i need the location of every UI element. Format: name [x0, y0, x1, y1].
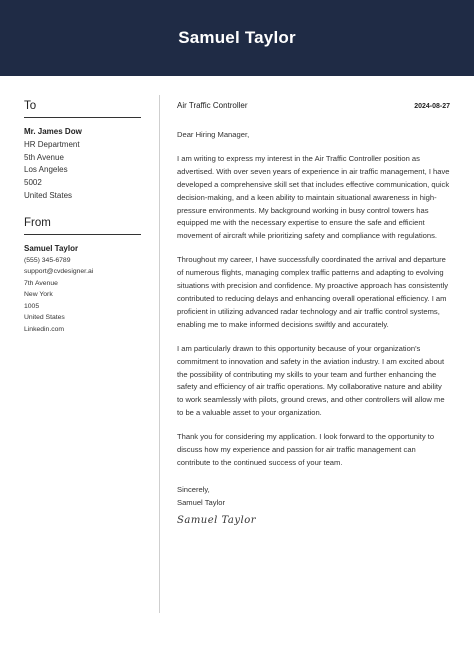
applicant-name-heading: Samuel Taylor: [178, 28, 296, 47]
sidebar: [24, 100, 141, 335]
letter-topline: [177, 100, 450, 112]
sender-street: 7th Avenue: [24, 279, 58, 287]
sender-block: [24, 243, 141, 336]
letter-date: 2024-08-27: [414, 103, 450, 110]
greeting: Dear Hiring Manager,: [177, 130, 250, 139]
closing-name: Samuel Taylor: [177, 497, 225, 507]
paragraph-thanks: Thank you for considering my application. I look forward to the opportunity to discuss how my experience and passion for air traffic management can contribute to the continued success of your team.: [177, 432, 435, 467]
to-section-title: To: [24, 100, 141, 118]
from-section-title: From: [24, 217, 141, 235]
sender-phone: (555) 345-6789: [24, 256, 71, 264]
sender-email: support@cvdesigner.ai: [24, 268, 94, 276]
sender-name: Samuel Taylor: [24, 243, 79, 253]
recipient-postcode: 5002: [24, 178, 42, 188]
signature: Samuel Taylor: [177, 514, 257, 526]
sender-postcode: 1005: [24, 302, 40, 310]
recipient-street: 5th Avenue: [24, 152, 64, 162]
sender-city: New York: [24, 291, 53, 299]
sender-country: United States: [24, 314, 65, 322]
recipient-name: Mr. James Dow: [24, 127, 82, 136]
position-title: Air Traffic Controller: [177, 101, 248, 110]
recipient-country: United States: [24, 190, 73, 200]
recipient-block: [24, 126, 141, 203]
paragraph-experience: Throughout my career, I have successfully coordinated the arrival and departure of numerous flights, managing complex traffic patterns and adapting to evolving situations with precision and confidence. My proactive approach has consistently contributed to reducing delays and enhancing overall operational efficiency. I am proficient in utilizing advanced radar technology and air traffic control systems, enabling me to make informed decisions swiftly and accurately.: [177, 255, 448, 329]
letter-body: [177, 100, 450, 528]
column-divider: [159, 95, 160, 613]
sender-linkedin: Linkedin.com: [24, 325, 65, 333]
header-banner: [0, 0, 474, 76]
recipient-city: Los Angeles: [24, 165, 68, 175]
closing: Sincerely,: [177, 484, 210, 494]
paragraph-intro: I am writing to express my interest in the Air Traffic Controller position as advertised. With over seven years of experience in air traffic management, I have developed a comprehensive skill set that includes effective communication, quick decision-making, and a keen ability to maintain situational awareness in high-pressure environments. My background working in busy control towers has equipped me with the necessary expertise to ensure the safe and efficient movement of aircraft while prioritizing safety and compliance with regulations.: [177, 153, 450, 241]
recipient-department: HR Department: [24, 139, 80, 149]
paragraph-motivation: I am particularly drawn to this opportunity because of your organization's commitment to innovation and safety in the aviation industry. I am excited about the possibility of contributing my skills to your team and further enhancing the safety and efficiency of air traffic operations. My collaborative nature and ability to work seamlessly with pilots, ground crews, and other controllers will allow me to be a valuable asset to your organization.: [177, 343, 445, 418]
